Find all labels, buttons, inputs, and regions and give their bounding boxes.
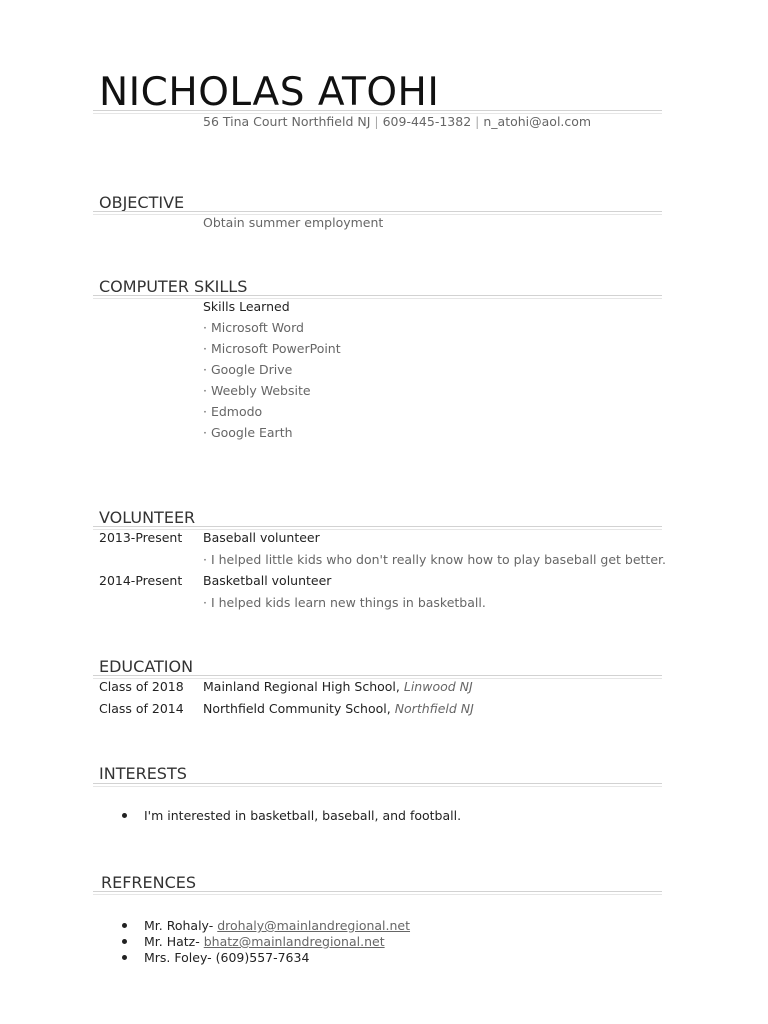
computer-skills-heading: COMPUTER SKILLS <box>99 277 248 296</box>
reference-name: Mr. Hatz- <box>144 934 200 949</box>
volunteer-dates: 2014-Present <box>99 573 183 588</box>
contact-separator: | <box>475 114 480 129</box>
volunteer-heading: VOLUNTEER <box>99 508 196 527</box>
objective-heading: OBJECTIVE <box>99 193 185 212</box>
skill-item: · Microsoft PowerPoint <box>203 341 341 356</box>
reference-item <box>144 918 410 933</box>
education-entry <box>203 701 474 716</box>
interests-divider-secondary <box>93 786 662 787</box>
reference-email-link[interactable]: drohaly@mainlandregional.net <box>217 918 411 933</box>
interests-divider <box>93 783 662 784</box>
references-divider-secondary <box>93 894 662 895</box>
volunteer-title: Basketball volunteer <box>203 573 332 588</box>
education-class: Class of 2018 <box>99 679 184 694</box>
skill-item: · Google Drive <box>203 362 293 377</box>
reference-name: Mr. Rohaly- <box>144 918 214 933</box>
skills-divider-secondary <box>93 298 662 299</box>
contact-phone: 609-445-1382 <box>382 114 472 129</box>
skill-item: · Google Earth <box>203 425 293 440</box>
objective-divider <box>93 211 662 212</box>
education-entry <box>203 679 473 694</box>
interest-item: I'm interested in basketball, baseball, and football. <box>144 808 462 823</box>
reference-phone: (609)557-7634 <box>215 950 310 965</box>
education-location: Northfield NJ <box>394 701 474 716</box>
volunteer-title: Baseball volunteer <box>203 530 320 545</box>
reference-item <box>144 934 385 949</box>
reference-item <box>144 950 309 965</box>
contact-address: 56 Tina Court Northfield NJ <box>203 114 371 129</box>
skill-item: · Edmodo <box>203 404 263 419</box>
education-divider <box>93 675 662 676</box>
references-heading: REFRENCES <box>101 873 197 892</box>
references-divider <box>93 891 662 892</box>
skills-subheading: Skills Learned <box>203 299 290 314</box>
bullet-dot <box>122 939 127 944</box>
contact-email: n_atohi@aol.com <box>483 114 592 129</box>
candidate-name: NICHOLAS ATOHI <box>99 70 440 115</box>
bullet-dot <box>122 923 127 928</box>
name-divider <box>93 110 662 111</box>
bullet-dot <box>122 813 127 818</box>
skill-item: · Microsoft Word <box>203 320 304 335</box>
volunteer-detail: · I helped little kids who don't really know how to play baseball get better. <box>203 552 666 567</box>
skills-divider <box>93 295 662 296</box>
education-school: Northfield Community School, <box>203 701 391 716</box>
reference-name: Mrs. Foley- <box>144 950 212 965</box>
contact-line <box>203 114 591 129</box>
interests-heading: INTERESTS <box>99 764 187 783</box>
contact-separator: | <box>374 114 379 129</box>
volunteer-divider <box>93 526 662 527</box>
education-location: Linwood NJ <box>403 679 473 694</box>
volunteer-detail: · I helped kids learn new things in basketball. <box>203 595 486 610</box>
objective-text: Obtain summer employment <box>203 215 384 230</box>
reference-email-link[interactable]: bhatz@mainlandregional.net <box>203 934 385 949</box>
education-school: Mainland Regional High School, <box>203 679 400 694</box>
education-heading: EDUCATION <box>99 657 194 676</box>
bullet-dot <box>122 955 127 960</box>
volunteer-dates: 2013-Present <box>99 530 183 545</box>
education-class: Class of 2014 <box>99 701 184 716</box>
skill-item: · Weebly Website <box>203 383 311 398</box>
